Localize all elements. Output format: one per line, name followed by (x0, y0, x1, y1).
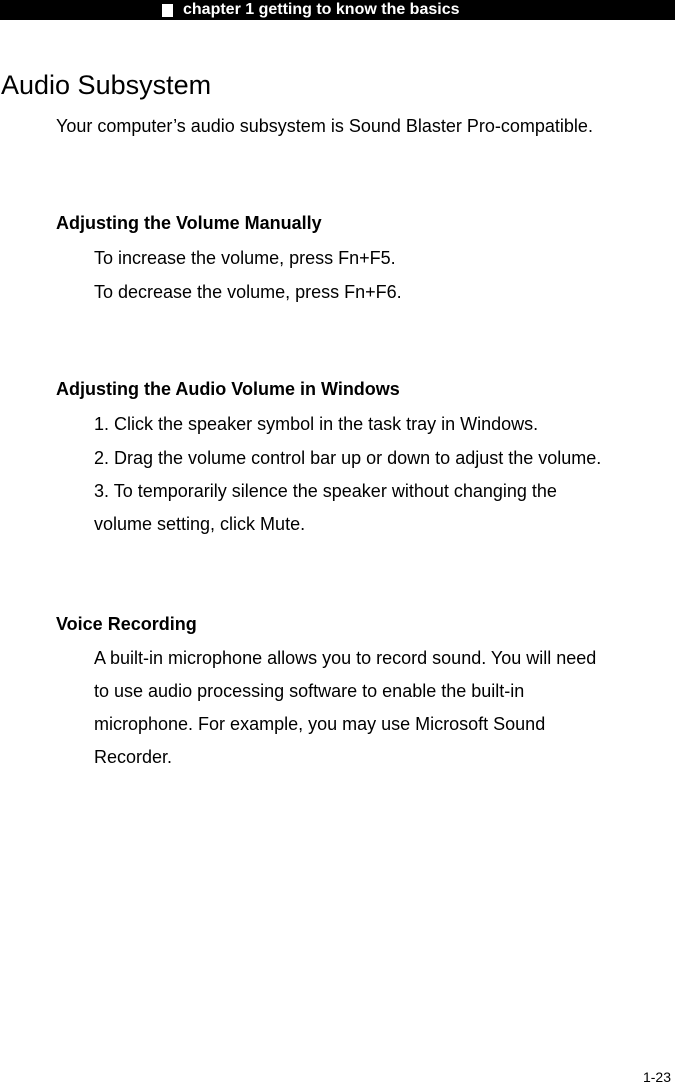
text-line: Recorder. (94, 747, 173, 767)
text-line: A built-in microphone allows you to record sound. You will need (94, 648, 597, 668)
text-line: to use audio processing software to enable the built-in (94, 681, 525, 701)
text-line: 2. Drag the volume control bar up or down to adjust the volume. (94, 448, 602, 468)
square-bullet-icon (162, 4, 173, 17)
text-line: 3. To temporarily silence the speaker without changing the (94, 481, 557, 501)
chapter-header (162, 0, 460, 20)
heading-volume-windows: Adjusting the Audio Volume in Windows (56, 379, 400, 399)
text-line: To decrease the volume, press Fn+F6. (94, 282, 402, 302)
chapter-header-bar (0, 0, 675, 20)
section-title: Audio Subsystem (1, 70, 212, 100)
text-line: To increase the volume, press Fn+F5. (94, 248, 396, 268)
text-line: 1. Click the speaker symbol in the task tray in Windows. (94, 414, 539, 434)
heading-volume-manual: Adjusting the Volume Manually (56, 213, 322, 233)
page-number: 1-23 (642, 1069, 671, 1085)
intro-paragraph: Your computer’s audio subsystem is Sound Blaster Pro-compatible. (56, 116, 593, 136)
heading-voice-recording: Voice Recording (56, 614, 197, 634)
text-line: volume setting, click Mute. (94, 514, 306, 534)
chapter-title: chapter 1 getting to know the basics (183, 1, 460, 18)
text-line: microphone. For example, you may use Microsoft Sound (94, 714, 546, 734)
